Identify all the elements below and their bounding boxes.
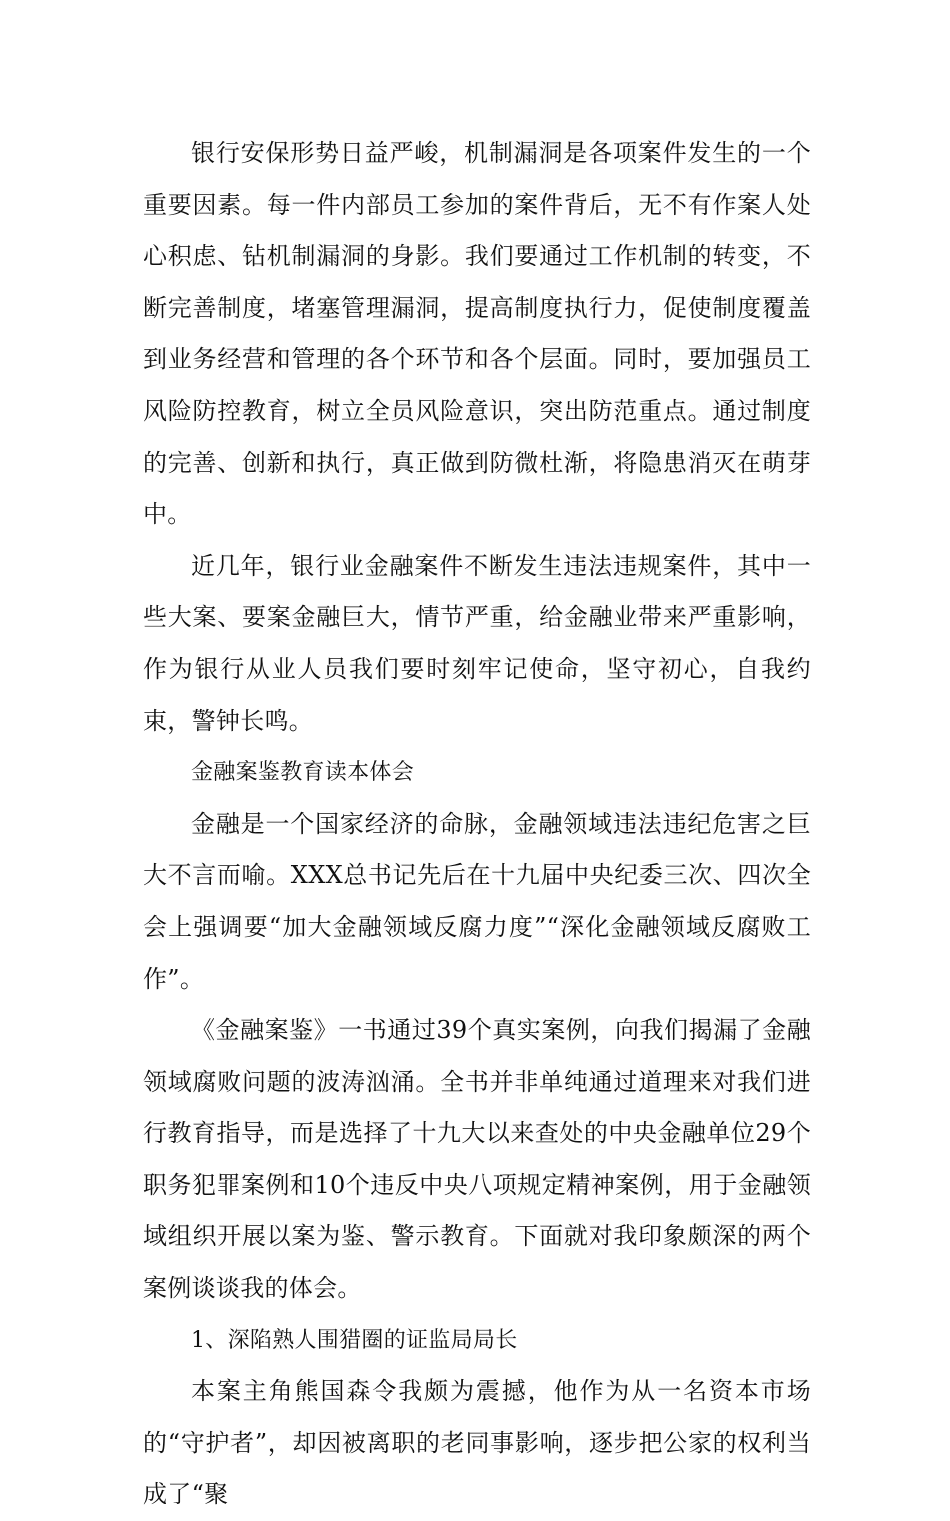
- document-body: [143, 128, 811, 1521]
- paragraph-recent-cases: 近几年，银行业金融案件不断发生违法违规案件，其中一些大案、要案金融巨大，情节严重，给金融业带来严重影响，作为银行从业人员我们要时刻牢记使命，坚守初心，自我约束，警钟长鸣。: [143, 551, 811, 735]
- paragraph-finance-lifeline: 金融是一个国家经济的命脉，金融领域违法违纪危害之巨大不言而喻。XXX总书记先后在十九届中央纪委三次、四次全会上强调要“加大金融领域反腐力度”“深化金融领域反腐败工作”。: [143, 809, 811, 993]
- section-title: 金融案鉴教育读本体会: [191, 760, 415, 786]
- case-heading: 1、深陷熟人围猎圈的证监局局长: [191, 1327, 518, 1353]
- paragraph-book-intro: 《金融案鉴》一书通过39个真实案例，向我们揭漏了金融领域腐败问题的波涛汹涌。全书并非单纯通过道理来对我们进行教育指导，而是选择了十九大以来查处的中央金融单位29个职务犯罪案例和10个违反中央八项规定精神案例，用于金融领域组织开展以案为鉴、警示教育。下面就对我印象颇深的两个案例谈谈我的体会。: [143, 1016, 811, 1303]
- paragraph-case-intro: 本案主角熊国森令我颇为震撼，他作为从一名资本市场的“守护者”，却因被离职的老同事影响，逐步把公家的权利当成了“聚: [143, 1377, 811, 1509]
- paragraph-bank-security: 银行安保形势日益严峻，机制漏洞是各项案件发生的一个重要因素。每一件内部员工参加的案件背后，无不有作案人处心积虑、钻机制漏洞的身影。我们要通过工作机制的转变，不断完善制度，堵塞管理漏洞，提高制度执行力，促使制度覆盖到业务经营和管理的各个环节和各个层面。同时，要加强员工风险防控教育，树立全员风险意识，突出防范重点。通过制度的完善、创新和执行，真正做到防微杜渐，将隐患消灭在萌芽中。: [143, 139, 811, 529]
